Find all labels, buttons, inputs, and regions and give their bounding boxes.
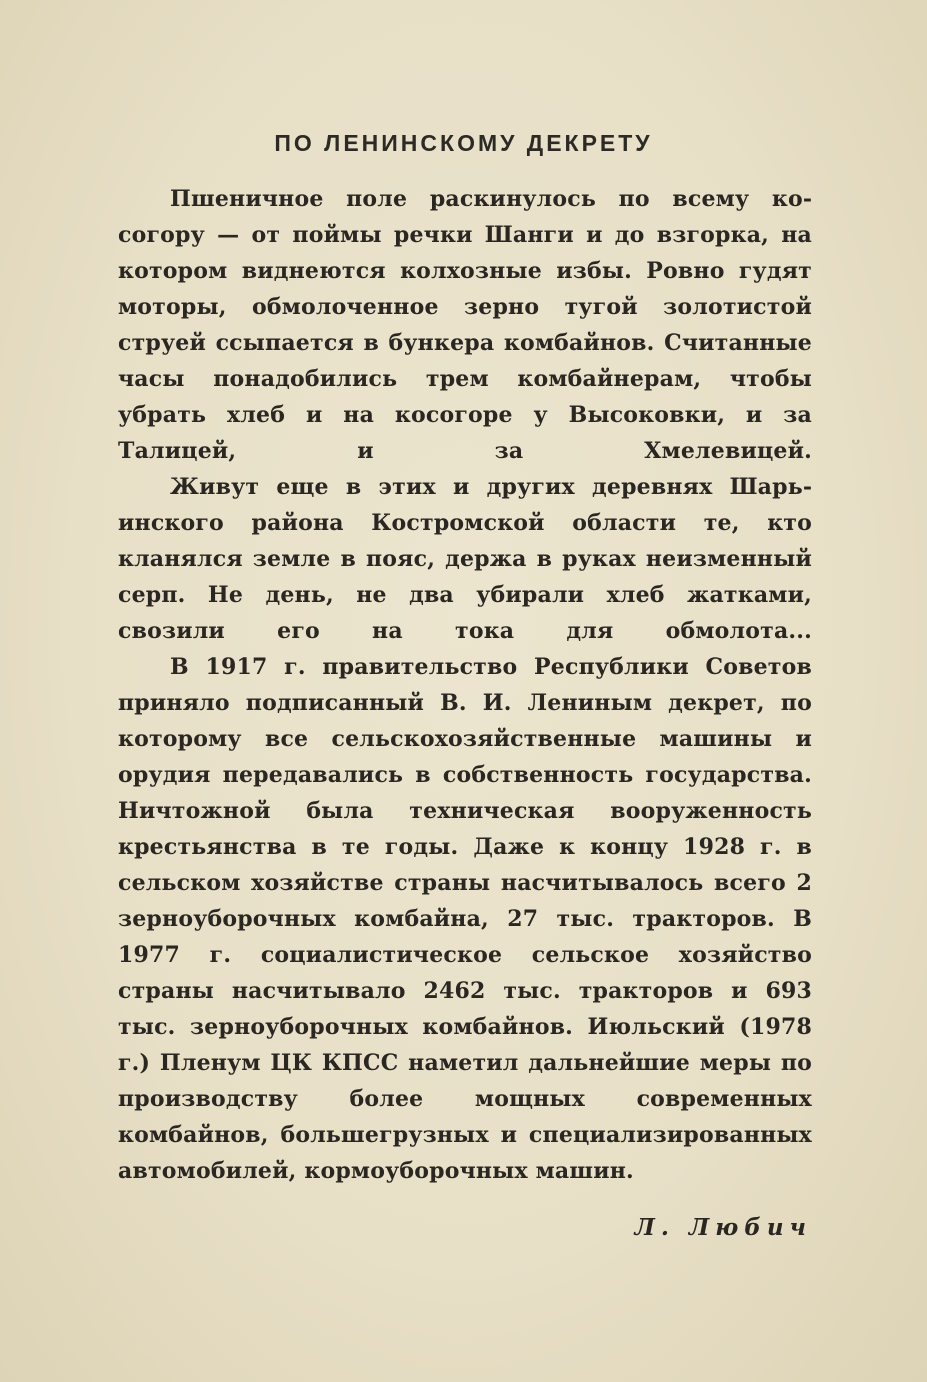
paragraph: В 1917 г. правительство Республики Советов приняло подписанный В. И. Лениным декрет, по которому все сельскохозяйственные машины и орудия передавались в собственность государства. Ничтожной была техническая вооруженность крестьянства в те годы. Даже к концу 1928 г. в сельском хозяйстве страны насчитывалось всего 2 зерноуборочных комбайна, 27 тыс. тракторов. В 1977 г. социалистическое сельское хозяйство страны насчитывало 2462 тыс. тракторов и 693 тыс. зерноуборочных комбайнов. Июльский (1978 г.) Пленум ЦК КПСС наметил дальнейшие меры по производству более мощных современных комбайнов, большегрузных и специализированных автомобилей, кормоуборочных машин. [118, 654, 812, 1184]
article-body [118, 181, 812, 1189]
paragraph: Живут еще в этих и других деревнях Шарьинского района Костромской области те, кто кланялся земле в пояс, держа в руках неизменный серп. Не день, не два убирали хлеб жатками, свозили его на тока для обмолота... [118, 474, 812, 644]
paragraph: Пшеничное поле раскинулось по всему косогору — от поймы речки Шанги и до взгорка, на котором виднеются колхозные избы. Ровно гудят моторы, обмолоченное зерно тугой золотистой струей ссыпается в бункера комбайнов. Считанные часы понадобились трем комбайнерам, чтобы убрать хлеб и на косогоре у Высоковки, и за Талицей, и за Хмелевицей. [118, 186, 812, 464]
author-signature: Л. Любич [634, 1214, 812, 1241]
article-title: ПО ЛЕНИНСКОМУ ДЕКРЕТУ [274, 130, 653, 156]
